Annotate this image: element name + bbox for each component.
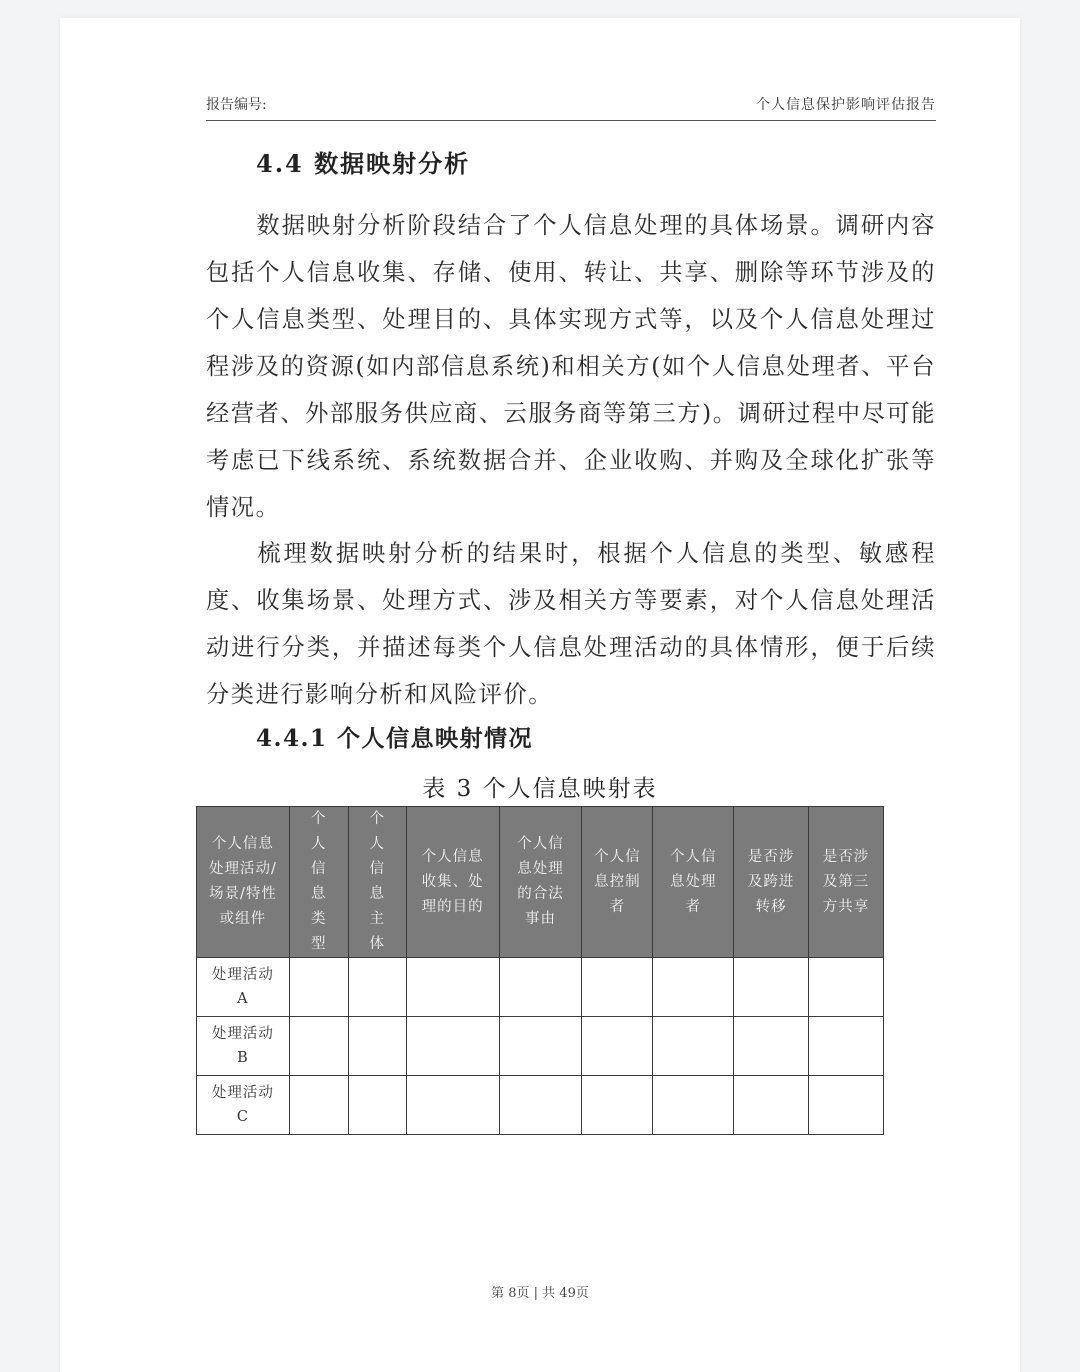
table-cell [348,1076,406,1135]
column-header: 个人信息处理活动/场景/特性或组件 [197,807,290,958]
table-cell [653,1076,734,1135]
column-header: 是否涉及跨进转移 [734,807,809,958]
column-header: 个人信息处理的合法事由 [499,807,582,958]
row-label: 处理活动A [197,958,290,1017]
report-number-label: 报告编号: [206,97,267,113]
table-row [197,958,884,1017]
table-cell [406,958,499,1017]
document-page [60,18,1020,1372]
table-cell [289,958,348,1017]
column-header: 个人信息主体 [348,807,406,958]
mapping-table [196,806,884,1135]
table-cell [653,958,734,1017]
column-header: 个人信息类型 [289,807,348,958]
table-cell [499,1017,582,1076]
table-cell [289,1076,348,1135]
column-header: 个人信息控制者 [582,807,653,958]
subsection-heading: 4.4.1 个人信息映射情况 [256,725,534,752]
table-cell [734,1076,809,1135]
table-cell [809,958,884,1017]
table-cell [406,1076,499,1135]
column-header: 个人信息处理者 [653,807,734,958]
column-header: 个人信息收集、处理的目的 [406,807,499,958]
table-cell [653,1017,734,1076]
paragraph-2: 梳理数据映射分析的结果时，根据个人信息的类型、敏感程度、收集场景、处理方式、涉及相关方等要素，对个人信息处理活动进行分类，并描述每类个人信息处理活动的具体情形，便于后续分类进行影响分析和风险评价。 [206,540,936,708]
table-cell [406,1017,499,1076]
table-cell [348,958,406,1017]
page-footer: 第 8页 | 共 49页 [491,1286,589,1301]
table-cell [809,1017,884,1076]
table-cell [348,1017,406,1076]
table-cell [734,958,809,1017]
row-label: 处理活动C [197,1076,290,1135]
table-cell [582,1076,653,1135]
table-cell [582,958,653,1017]
table-header-row [197,807,884,958]
table-row [197,1076,884,1135]
table-cell [499,958,582,1017]
table-cell [734,1017,809,1076]
paragraph-1: 数据映射分析阶段结合了个人信息处理的具体场景。调研内容包括个人信息收集、存储、使用、转让、共享、删除等环节涉及的个人信息类型、处理目的、具体实现方式等，以及个人信息处理过程涉及的资源(如内部信息系统)和相关方(如个人信息处理者、平台经营者、外部服务供应商、云服务商等第三方)。调研过程中尽可能考虑已下线系统、系统数据合并、企业收购、并购及全球化扩张等情况。 [206,212,936,521]
table-cell [809,1076,884,1135]
table-cell [289,1017,348,1076]
column-header: 是否涉及第三方共享 [809,807,884,958]
page-header [206,84,936,121]
table-cell [499,1076,582,1135]
row-label: 处理活动B [197,1017,290,1076]
table-row [197,1017,884,1076]
table-caption: 表 3 个人信息映射表 [422,776,658,802]
section-heading: 4.4 数据映射分析 [256,149,471,178]
table-cell [582,1017,653,1076]
report-title: 个人信息保护影响评估报告 [756,97,936,113]
